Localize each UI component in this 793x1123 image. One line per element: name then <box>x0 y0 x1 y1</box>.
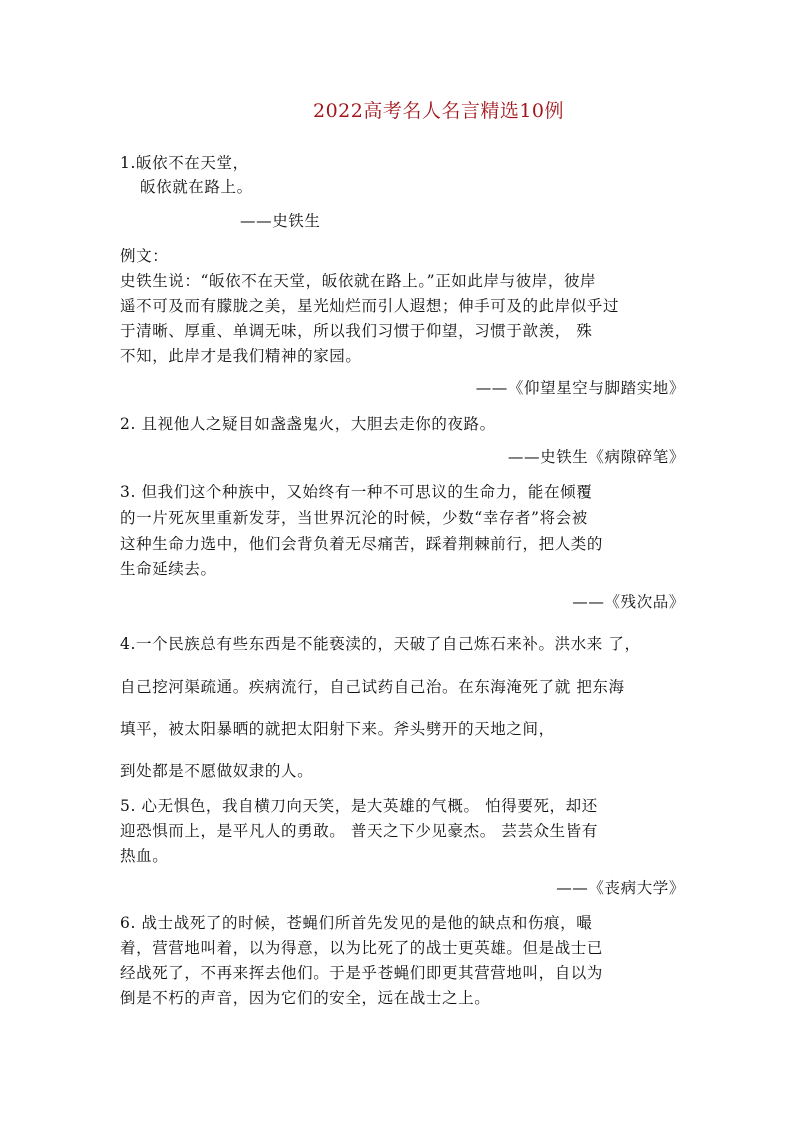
quote-1-author: ——史铁生 <box>240 212 321 230</box>
quote-5-line-3: 热血。 <box>120 847 169 865</box>
quote-3-source: ——《残次品》 <box>572 593 685 611</box>
quote-3-line-1: 3. 但我们这个种族中，又始终有一种不可思议的生命力，能在倾覆 <box>120 483 593 501</box>
example-line-2: 遥不可及而有朦胧之美，星光灿烂而引人遐想；伸手可及的此岸似乎过 <box>120 297 620 315</box>
quote-3-line-3: 这种生命力选中，他们会背负着无尽痛苦，踩着荆棘前行，把人类的 <box>120 535 604 553</box>
quote-2-source: ——史铁生《病隙碎笔》 <box>507 448 685 466</box>
quote-3-line-4: 生命延续去。 <box>120 560 217 578</box>
quote-1-line-1: 1.皈依不在天堂， <box>120 154 249 172</box>
quote-6-line-4: 倒是不朽的声音，因为它们的安全，远在战士之上。 <box>120 989 491 1007</box>
quote-6-line-1: 6. 战士战死了的时候，苍蝇们所首先发见的是他的缺点和伤痕，嘬 <box>120 914 593 932</box>
quote-6-line-3: 经战死了，不再来挥去他们。于是乎苍蝇们即更其营营地叫，自以为 <box>120 964 604 982</box>
quote-6-line-2: 着，营营地叫着，以为得意，以为比死了的战士更英雄。但是战士已 <box>120 939 604 957</box>
example-line-3: 于清晰、厚重、单调无味，所以我们习惯于仰望，习惯于歆羡， 殊 <box>120 322 593 340</box>
example-label: 例文： <box>120 247 169 265</box>
quote-4-line-4: 到处都是不愿做奴隶的人。 <box>120 762 314 780</box>
quote-5-line-2: 迎恐惧而上，是平凡人的勇敢。 普天之下少见豪杰。 芸芸众生皆有 <box>120 822 598 840</box>
page-title: 2022高考名人名言精选10例 <box>312 100 565 122</box>
quote-4-line-3: 填平，被太阳暴晒的就把太阳射下来。斧头劈开的天地之间， <box>120 720 555 738</box>
quote-5-line-1: 5. 心无惧色，我自横刀向天笑，是大英雄的气概。 怕得要死，却还 <box>120 797 598 815</box>
example-source: ——《仰望星空与脚踏实地》 <box>475 379 685 397</box>
quote-1-line-2: 皈依就在路上。 <box>140 178 253 196</box>
quote-2-line-1: 2. 且视他人之疑目如盏盏鬼火，大胆去走你的夜路。 <box>120 415 496 433</box>
quote-5-source: ——《丧病大学》 <box>556 879 685 897</box>
quote-4-line-1: 4.一个民族总有些东西是不能亵渎的，天破了自己炼石来补。洪水来 了， <box>120 635 641 653</box>
example-line-4: 不知，此岸才是我们精神的家园。 <box>120 347 362 365</box>
example-line-1: 史铁生说：“皈依不在天堂，皈依就在路上。”正如此岸与彼岸，彼岸 <box>120 272 597 290</box>
quote-4-line-2: 自己挖河渠疏通。疾病流行，自己试药自己治。在东海淹死了就 把东海 <box>120 678 625 696</box>
quote-3-line-2: 的一片死灰里重新发芽，当世界沉沦的时候，少数“幸存者”将会被 <box>120 509 588 527</box>
